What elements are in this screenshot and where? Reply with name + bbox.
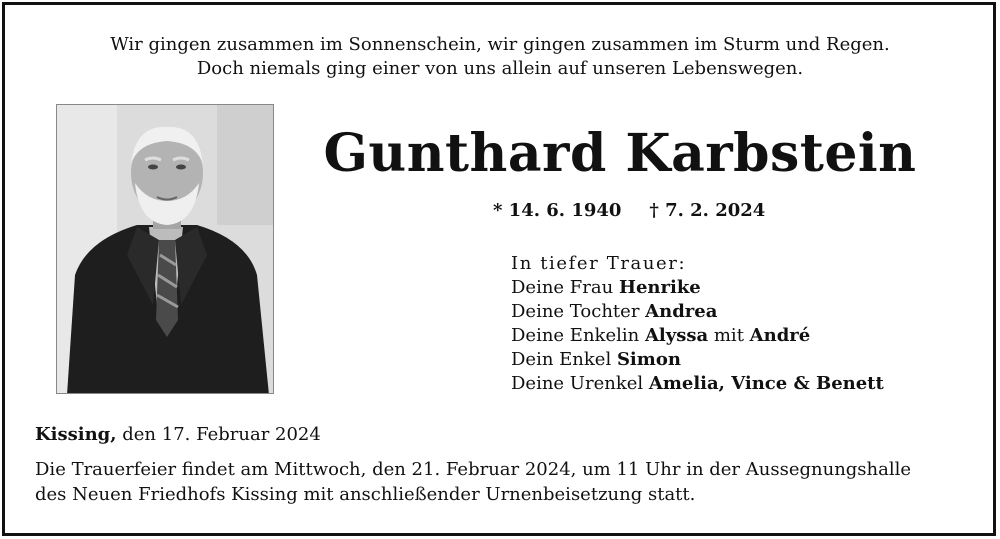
mourner-name: Alyssa xyxy=(644,325,709,346)
mourner-name: Simon xyxy=(616,349,681,370)
verse xyxy=(0,33,1000,81)
mourners-list xyxy=(511,252,884,396)
birth-date: * 14. 6. 1940 xyxy=(493,200,622,221)
mourner-row xyxy=(511,300,884,324)
mourner-row xyxy=(511,372,884,396)
deceased-name: Gunthard Karbstein xyxy=(323,123,917,184)
mourner-row xyxy=(511,276,884,300)
mourner-connector: mit xyxy=(708,325,750,346)
mourner-row xyxy=(511,348,884,372)
life-dates xyxy=(493,199,765,223)
mourner-name: Amelia, Vince & Benett xyxy=(648,373,884,394)
mourner-name: Andrea xyxy=(645,301,718,322)
mourner-relation: Deine Enkelin xyxy=(511,325,645,346)
service-line-1: Die Trauerfeier findet am Mittwoch, den 21. Februar 2024, um 11 Uhr in der Aussegnungshalle xyxy=(35,459,912,480)
mourner-name: André xyxy=(749,325,811,346)
death-date: † 7. 2. 2024 xyxy=(649,200,766,221)
service-line-2: des Neuen Friedhofs Kissing mit anschließender Urnenbeisetzung statt. xyxy=(35,484,696,505)
place-date-line xyxy=(35,423,321,447)
mourner-row xyxy=(511,324,884,348)
mourner-name: Henrike xyxy=(618,277,701,298)
mourner-relation: Dein Enkel xyxy=(511,349,617,370)
mourner-relation: Deine Frau xyxy=(511,277,619,298)
mourners-heading: In tiefer Trauer: xyxy=(511,253,687,274)
portrait-photo xyxy=(56,104,274,394)
verse-line-2: Doch niemals ging einer von uns allein auf unseren Lebenswegen. xyxy=(196,58,804,79)
portrait-image xyxy=(57,105,274,394)
service-notice xyxy=(35,457,975,507)
place-date: den 17. Februar 2024 xyxy=(116,424,321,445)
verse-line-1: Wir gingen zusammen im Sonnenschein, wir gingen zusammen im Sturm und Regen. xyxy=(110,34,890,55)
mourner-relation: Deine Urenkel xyxy=(511,373,649,394)
mourner-relation: Deine Tochter xyxy=(511,301,646,322)
place-name: Kissing, xyxy=(35,424,117,445)
